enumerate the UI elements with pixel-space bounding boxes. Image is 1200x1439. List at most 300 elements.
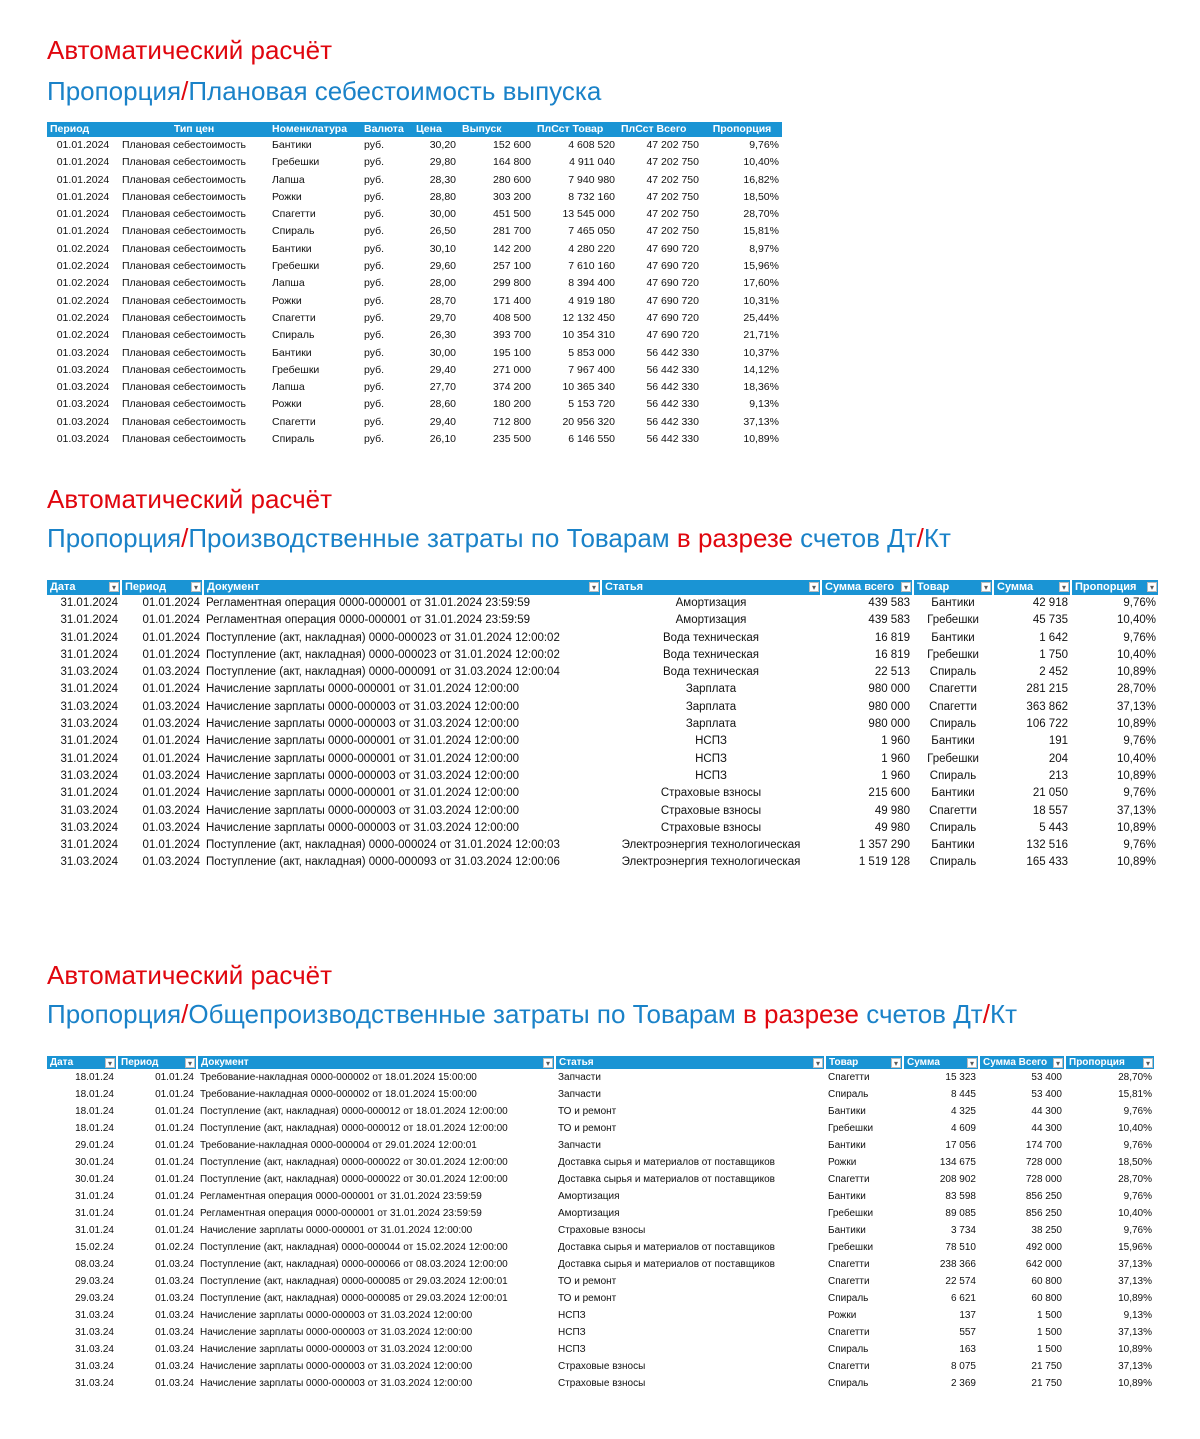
table-cell: 49 980 bbox=[874, 821, 910, 834]
table-cell: Спагетти bbox=[929, 804, 977, 817]
table-row bbox=[47, 327, 782, 344]
table-cell: Плановая себестоимость bbox=[122, 433, 246, 446]
table-cell: Гребешки bbox=[927, 752, 979, 765]
filter-dropdown-icon[interactable]: ▾ bbox=[543, 1058, 553, 1068]
column-header[interactable] bbox=[555, 1056, 825, 1069]
table-cell: Лапша bbox=[272, 173, 305, 186]
table-cell: 9,76% bbox=[1123, 1140, 1152, 1151]
table-header-row bbox=[47, 580, 1159, 595]
table-cell: руб. bbox=[364, 173, 385, 186]
table-cell: 31.03.24 bbox=[75, 1344, 114, 1355]
column-header-label: Валюта bbox=[364, 123, 404, 135]
table-cell: НСПЗ bbox=[695, 752, 727, 765]
table-cell: 557 bbox=[959, 1327, 976, 1338]
table-cell: Требование-накладная 0000-000002 от 18.01.2024 15:00:00 bbox=[200, 1089, 477, 1100]
table-cell: Спагетти bbox=[929, 700, 977, 713]
table-cell: 01.02.2024 bbox=[56, 329, 110, 342]
table-cell: Плановая себестоимость bbox=[122, 242, 246, 255]
table-body bbox=[47, 1069, 1155, 1392]
table-cell: 31.03.2024 bbox=[60, 769, 118, 782]
filter-dropdown-icon[interactable]: ▾ bbox=[589, 582, 599, 592]
filter-dropdown-icon[interactable]: ▾ bbox=[967, 1058, 977, 1068]
table-cell: Страховые взносы bbox=[558, 1361, 646, 1372]
table-cell: Начисление зарплаты 0000-000001 от 31.01.2024 12:00:00 bbox=[200, 1225, 473, 1236]
table-row bbox=[47, 1103, 1155, 1120]
filter-dropdown-icon[interactable]: ▾ bbox=[191, 582, 201, 592]
table-cell: 1 960 bbox=[881, 735, 910, 748]
table-cell: Поступление (акт, накладная) 0000-000091 от 31.03.2024 12:00:04 bbox=[206, 666, 560, 679]
table-cell: 10 354 310 bbox=[562, 329, 615, 342]
table-cell: 18.01.24 bbox=[75, 1089, 114, 1100]
table-cell: Плановая себестоимость bbox=[122, 277, 246, 290]
table-cell: Спираль bbox=[828, 1089, 869, 1100]
table-cell: 1 750 bbox=[1039, 648, 1068, 661]
column-header-label: Документ bbox=[207, 581, 260, 593]
table-cell: 37,13% bbox=[1118, 1276, 1152, 1287]
table-cell: 299 800 bbox=[493, 277, 531, 290]
table-cell: 8 445 bbox=[950, 1089, 976, 1100]
column-header[interactable] bbox=[121, 580, 203, 595]
table-cell: Рожки bbox=[272, 190, 302, 203]
table-cell: Спираль bbox=[929, 769, 977, 782]
column-header-label: Дата bbox=[50, 581, 76, 593]
filter-dropdown-icon[interactable]: ▾ bbox=[105, 1058, 115, 1068]
column-header[interactable] bbox=[979, 1056, 1065, 1069]
table-cell: 1 960 bbox=[881, 769, 910, 782]
table-cell: 439 583 bbox=[868, 597, 910, 609]
table-cell: 15 323 bbox=[945, 1072, 976, 1083]
table-cell: 31.01.24 bbox=[75, 1191, 114, 1202]
overhead-costs-table bbox=[47, 1056, 1156, 1392]
table-cell: 18.01.24 bbox=[75, 1123, 114, 1134]
table-cell: 14,12% bbox=[743, 363, 779, 376]
table-cell: 18,50% bbox=[1118, 1157, 1152, 1168]
table-cell: 31.03.2024 bbox=[60, 666, 118, 679]
column-header-label: Выпуск bbox=[462, 123, 502, 135]
table-cell: 01.01.24 bbox=[155, 1106, 194, 1117]
table-cell: 31.01.24 bbox=[75, 1208, 114, 1219]
column-header-label: ПлСст Товар bbox=[537, 123, 604, 135]
table-row bbox=[47, 1341, 1155, 1358]
column-header-label: Пропорция bbox=[712, 123, 772, 135]
table-cell: 56 442 330 bbox=[646, 415, 699, 428]
table-header-row bbox=[47, 122, 782, 137]
table-cell: Спагетти bbox=[272, 208, 316, 221]
table-row bbox=[47, 595, 1159, 612]
table-cell: Плановая себестоимость bbox=[122, 329, 246, 342]
table-row bbox=[47, 1171, 1155, 1188]
table-cell: 8 075 bbox=[950, 1361, 976, 1372]
table-cell: Зарплата bbox=[685, 700, 737, 713]
table-cell: Доставка сырья и материалов от поставщиков bbox=[558, 1259, 775, 1270]
table-cell: Спираль bbox=[272, 225, 315, 238]
table-cell: 16 819 bbox=[874, 631, 910, 644]
column-header-label: Сумма всего bbox=[825, 581, 895, 593]
column-header[interactable] bbox=[913, 580, 993, 595]
table-row bbox=[47, 1358, 1155, 1375]
table-cell: Спагетти bbox=[828, 1276, 870, 1287]
table-row bbox=[47, 310, 782, 327]
table-cell: Спагетти bbox=[929, 683, 977, 696]
table-cell: Плановая себестоимость bbox=[122, 156, 246, 169]
table-cell: руб. bbox=[364, 346, 385, 359]
table-cell: 16 819 bbox=[874, 648, 910, 661]
table-cell: 10,89% bbox=[1116, 821, 1156, 834]
table-cell: Спираль bbox=[929, 718, 977, 731]
table-row bbox=[47, 1256, 1155, 1273]
column-header[interactable] bbox=[601, 580, 821, 595]
table-cell: Поступление (акт, накладная) 0000-000066 от 08.03.2024 12:00:00 bbox=[200, 1259, 508, 1270]
table-cell: 01.03.24 bbox=[155, 1361, 194, 1372]
section1-title: Автоматический расчёт bbox=[47, 35, 333, 65]
table-cell: Амортизация bbox=[675, 597, 747, 609]
table-cell: Плановая себестоимость bbox=[122, 415, 246, 428]
table-cell: 28,60 bbox=[429, 398, 456, 411]
table-cell: Спагетти bbox=[272, 311, 316, 324]
table-cell: 174 700 bbox=[1025, 1140, 1062, 1151]
table-cell: 01.01.24 bbox=[155, 1072, 194, 1083]
table-cell: 4 919 180 bbox=[568, 294, 615, 307]
section3-subtitle-part: Пропорция bbox=[47, 999, 182, 1029]
filter-dropdown-icon[interactable]: ▾ bbox=[981, 582, 991, 592]
table-cell: Плановая себестоимость bbox=[122, 225, 246, 238]
table-row bbox=[47, 664, 1159, 681]
table-cell: 171 400 bbox=[493, 294, 531, 307]
table-cell: 08.03.24 bbox=[75, 1259, 114, 1270]
table-cell: 26,50 bbox=[429, 225, 456, 238]
table-cell: 16,82% bbox=[743, 173, 779, 186]
table-cell: 257 100 bbox=[493, 260, 531, 273]
table-cell: руб. bbox=[364, 329, 385, 342]
table-cell: 89 085 bbox=[945, 1208, 976, 1219]
table-row bbox=[47, 396, 782, 413]
table-cell: Гребешки bbox=[828, 1123, 874, 1134]
table-cell: Спираль bbox=[272, 433, 315, 446]
table-cell: 01.01.2024 bbox=[142, 648, 200, 661]
table-cell: Рожки bbox=[828, 1310, 857, 1321]
table-cell: 28,00 bbox=[429, 277, 456, 290]
table-cell: 47 202 750 bbox=[646, 208, 699, 221]
table-cell: Начисление зарплаты 0000-000003 от 31.03.2024 12:00:00 bbox=[206, 700, 520, 713]
table-cell: 18.01.24 bbox=[75, 1106, 114, 1117]
table-cell: 7 940 980 bbox=[568, 173, 615, 186]
table-cell: руб. bbox=[364, 433, 385, 446]
column-header[interactable] bbox=[1065, 1056, 1155, 1069]
table-cell: Плановая себестоимость bbox=[122, 311, 246, 324]
table-cell: 01.03.2024 bbox=[56, 398, 110, 411]
section2-subtitle-part: Кт bbox=[923, 523, 951, 553]
table-row bbox=[47, 345, 782, 362]
filter-dropdown-icon[interactable]: ▾ bbox=[109, 582, 119, 592]
table-cell: 31.03.24 bbox=[75, 1310, 114, 1321]
table-cell: 01.01.2024 bbox=[142, 787, 200, 800]
table-cell: 01.03.2024 bbox=[56, 433, 110, 446]
table-cell: 9,13% bbox=[1123, 1310, 1152, 1321]
table-cell: Требование-накладная 0000-000004 от 29.01.2024 12:00:01 bbox=[200, 1140, 477, 1151]
table-cell: 31.03.2024 bbox=[60, 821, 118, 834]
column-header[interactable] bbox=[47, 1056, 117, 1069]
table-cell: 6 146 550 bbox=[568, 433, 615, 446]
table-cell: Бантики bbox=[931, 735, 975, 748]
column-header[interactable] bbox=[1071, 580, 1159, 595]
table-cell: руб. bbox=[364, 415, 385, 428]
table-cell: руб. bbox=[364, 139, 385, 151]
table-row bbox=[47, 1239, 1155, 1256]
table-row bbox=[47, 1137, 1155, 1154]
table-cell: Начисление зарплаты 0000-000001 от 31.01.2024 12:00:00 bbox=[206, 752, 520, 765]
table-cell: 01.01.2024 bbox=[56, 139, 110, 151]
table-row bbox=[47, 379, 782, 396]
table-cell: 27,70 bbox=[429, 381, 456, 394]
table-row bbox=[47, 206, 782, 223]
section1-subtitle bbox=[47, 76, 601, 106]
table-cell: Плановая себестоимость bbox=[122, 173, 246, 186]
table-cell: 142 200 bbox=[493, 242, 531, 255]
table-cell: 28,30 bbox=[429, 173, 456, 186]
table-cell: 451 500 bbox=[493, 208, 531, 221]
table-cell: 01.01.2024 bbox=[142, 614, 200, 627]
section2-subtitle-part: счетов Дт bbox=[792, 523, 917, 553]
table-cell: 1 500 bbox=[1036, 1327, 1062, 1338]
table-cell: Бантики bbox=[828, 1225, 866, 1236]
table-cell: 26,30 bbox=[429, 329, 456, 342]
table-cell: Запчасти bbox=[558, 1089, 601, 1100]
table-row bbox=[47, 414, 782, 431]
filter-dropdown-icon[interactable]: ▾ bbox=[1147, 582, 1157, 592]
table-cell: Амортизация bbox=[558, 1191, 620, 1202]
section2-subtitle-part: в разрезе bbox=[676, 523, 793, 553]
table-cell: Поступление (акт, накладная) 0000-000012 от 18.01.2024 12:00:00 bbox=[200, 1106, 508, 1117]
table-row bbox=[47, 362, 782, 379]
column-header[interactable] bbox=[903, 1056, 979, 1069]
table-cell: 134 675 bbox=[939, 1157, 976, 1168]
table-cell: 31.01.2024 bbox=[60, 735, 118, 748]
table-cell: 31.01.2024 bbox=[60, 787, 118, 800]
table-cell: руб. bbox=[364, 311, 385, 324]
table-cell: 29.01.24 bbox=[75, 1140, 114, 1151]
table-cell: 10,89% bbox=[743, 433, 779, 446]
column-header-label: Период bbox=[121, 1057, 159, 1068]
table-cell: 13 545 000 bbox=[562, 208, 615, 221]
table-cell: Запчасти bbox=[558, 1140, 601, 1151]
table-cell: Поступление (акт, накладная) 0000-000085 от 29.03.2024 12:00:01 bbox=[200, 1293, 508, 1304]
table-cell: Рожки bbox=[272, 398, 302, 411]
table-cell: 856 250 bbox=[1025, 1191, 1062, 1202]
column-header[interactable] bbox=[821, 580, 913, 595]
table-cell: Поступление (акт, накладная) 0000-000093 от 31.03.2024 12:00:06 bbox=[206, 856, 560, 869]
column-header-label: Тип цен bbox=[173, 123, 215, 135]
table-row bbox=[47, 1290, 1155, 1307]
table-cell: 01.01.2024 bbox=[142, 752, 200, 765]
table-cell: Плановая себестоимость bbox=[122, 139, 246, 151]
column-header[interactable] bbox=[47, 580, 121, 595]
table-cell: 10,89% bbox=[1116, 856, 1156, 869]
table-cell: 37,13% bbox=[1116, 804, 1156, 817]
table-cell: Начисление зарплаты 0000-000001 от 31.01.2024 12:00:00 bbox=[206, 683, 520, 696]
section2-title: Автоматический расчёт bbox=[47, 484, 333, 514]
table-cell: 10,89% bbox=[1116, 718, 1156, 731]
table-cell: 164 800 bbox=[493, 156, 531, 169]
section2-subtitle-part: / bbox=[916, 523, 924, 553]
table-row bbox=[47, 137, 782, 154]
table-cell: Доставка сырья и материалов от поставщиков bbox=[558, 1174, 775, 1185]
table-cell: 30.01.24 bbox=[75, 1174, 114, 1185]
table-cell: 01.02.2024 bbox=[56, 311, 110, 324]
table-cell: 01.03.2024 bbox=[142, 856, 200, 869]
table-cell: 10,40% bbox=[1116, 648, 1156, 661]
table-cell: 10,40% bbox=[1118, 1123, 1152, 1134]
table-row bbox=[47, 275, 782, 292]
table-cell: Вода техническая bbox=[663, 666, 759, 679]
table-cell: 215 600 bbox=[868, 787, 910, 800]
table-cell: Плановая себестоимость bbox=[122, 260, 246, 273]
table-row bbox=[47, 854, 1159, 871]
table-cell: 22 574 bbox=[945, 1276, 976, 1287]
table-cell: Требование-накладная 0000-000002 от 18.01.2024 15:00:00 bbox=[200, 1072, 477, 1083]
table-cell: 01.03.24 bbox=[155, 1378, 194, 1389]
table-row bbox=[47, 803, 1159, 820]
table-cell: 393 700 bbox=[493, 329, 531, 342]
filter-dropdown-icon[interactable]: ▾ bbox=[185, 1058, 195, 1068]
table-cell: Спираль bbox=[272, 329, 315, 342]
table-cell: 01.02.24 bbox=[155, 1242, 194, 1253]
table-cell: 9,76% bbox=[1123, 1106, 1152, 1117]
table-cell: 01.01.24 bbox=[155, 1208, 194, 1219]
column-header-label: Статья bbox=[559, 1057, 594, 1068]
column-header bbox=[618, 122, 702, 137]
table-cell: 01.01.24 bbox=[155, 1140, 194, 1151]
table-cell: 01.03.2024 bbox=[142, 666, 200, 679]
column-header-label: Товар bbox=[917, 581, 950, 593]
table-cell: 37,13% bbox=[1116, 700, 1156, 713]
table-cell: 9,76% bbox=[1123, 631, 1156, 644]
table-cell: 9,76% bbox=[749, 139, 779, 151]
table-cell: 31.03.24 bbox=[75, 1327, 114, 1338]
table-cell: Бантики bbox=[828, 1191, 866, 1202]
table-cell: 56 442 330 bbox=[646, 398, 699, 411]
table-cell: 31.03.2024 bbox=[60, 700, 118, 713]
table-cell: 01.01.2024 bbox=[142, 735, 200, 748]
column-header bbox=[119, 122, 269, 137]
table-row bbox=[47, 293, 782, 310]
table-cell: 303 200 bbox=[493, 190, 531, 203]
table-body bbox=[47, 137, 782, 448]
table-cell: 31.03.2024 bbox=[60, 718, 118, 731]
table-row bbox=[47, 837, 1159, 854]
table-cell: 7 610 160 bbox=[568, 260, 615, 273]
table-cell: 01.03.2024 bbox=[56, 346, 110, 359]
table-cell: 29,40 bbox=[429, 415, 456, 428]
filter-dropdown-icon[interactable]: ▾ bbox=[901, 582, 911, 592]
table-cell: 31.01.2024 bbox=[60, 752, 118, 765]
column-header[interactable] bbox=[197, 1056, 555, 1069]
section3-subtitle-part: / bbox=[982, 999, 990, 1029]
table-cell: Спагетти bbox=[828, 1072, 870, 1083]
table-cell: 30,10 bbox=[429, 242, 456, 255]
filter-dropdown-icon[interactable]: ▾ bbox=[1059, 582, 1069, 592]
table-cell: Плановая себестоимость bbox=[122, 363, 246, 376]
table-cell: Спагетти bbox=[828, 1327, 870, 1338]
table-row bbox=[47, 1222, 1155, 1239]
table-row bbox=[47, 241, 782, 258]
table-row bbox=[47, 1307, 1155, 1324]
table-cell: НСПЗ bbox=[558, 1310, 586, 1321]
column-header-label: Сумма Всего bbox=[983, 1057, 1048, 1068]
table-row bbox=[47, 258, 782, 275]
table-cell: Поступление (акт, накладная) 0000-000044 от 15.02.2024 12:00:00 bbox=[200, 1242, 508, 1253]
table-cell: 37,13% bbox=[1118, 1361, 1152, 1372]
table-cell: Начисление зарплаты 0000-000003 от 31.03.2024 12:00:00 bbox=[200, 1327, 473, 1338]
table-cell: 01.01.2024 bbox=[142, 683, 200, 696]
table-cell: 1 500 bbox=[1036, 1344, 1062, 1355]
column-header bbox=[702, 122, 782, 137]
table-row bbox=[47, 1205, 1155, 1222]
section3-subtitle bbox=[47, 999, 1017, 1029]
table-cell: руб. bbox=[364, 294, 385, 307]
filter-dropdown-icon[interactable]: ▾ bbox=[1053, 1058, 1063, 1068]
table-cell: 10,40% bbox=[743, 156, 779, 169]
table-cell: 980 000 bbox=[868, 683, 910, 696]
table-cell: Бантики bbox=[272, 242, 312, 255]
table-cell: руб. bbox=[364, 190, 385, 203]
table-cell: Доставка сырья и материалов от поставщиков bbox=[558, 1242, 775, 1253]
table-cell: Гребешки bbox=[272, 260, 320, 273]
table-cell: 12 132 450 bbox=[562, 311, 615, 324]
table-cell: Страховые взносы bbox=[660, 787, 762, 800]
filter-dropdown-icon[interactable]: ▾ bbox=[813, 1058, 823, 1068]
filter-dropdown-icon[interactable]: ▾ bbox=[1143, 1058, 1153, 1068]
table-cell: 01.03.2024 bbox=[142, 700, 200, 713]
column-header[interactable] bbox=[203, 580, 601, 595]
table-cell: 01.03.24 bbox=[155, 1276, 194, 1287]
table-cell: Поступление (акт, накладная) 0000-000022 от 30.01.2024 12:00:00 bbox=[200, 1157, 508, 1168]
column-header[interactable] bbox=[993, 580, 1071, 595]
table-cell: 31.01.24 bbox=[75, 1225, 114, 1236]
table-cell: Вода техническая bbox=[663, 648, 759, 661]
section2-subtitle bbox=[47, 523, 951, 553]
table-row bbox=[47, 1273, 1155, 1290]
table-cell: 25,44% bbox=[743, 311, 779, 324]
table-cell: 271 000 bbox=[493, 363, 531, 376]
filter-dropdown-icon[interactable]: ▾ bbox=[891, 1058, 901, 1068]
table-cell: Спираль bbox=[929, 856, 977, 869]
table-cell: 31.01.2024 bbox=[60, 683, 118, 696]
table-cell: Бантики bbox=[931, 787, 975, 800]
table-cell: 01.01.24 bbox=[155, 1191, 194, 1202]
table-cell: 01.03.24 bbox=[155, 1310, 194, 1321]
column-header bbox=[413, 122, 459, 137]
table-cell: 01.01.24 bbox=[155, 1089, 194, 1100]
table-cell: 17,60% bbox=[743, 277, 779, 290]
table-cell: НСПЗ bbox=[695, 735, 727, 748]
table-cell: 38 250 bbox=[1031, 1225, 1062, 1236]
table-cell: 17 056 bbox=[945, 1140, 976, 1151]
table-cell: 44 300 bbox=[1031, 1123, 1062, 1134]
table-cell: 10,37% bbox=[743, 346, 779, 359]
table-cell: Запчасти bbox=[558, 1072, 601, 1083]
column-header-label: Номенклатура bbox=[272, 123, 348, 135]
filter-dropdown-icon[interactable]: ▾ bbox=[809, 582, 819, 592]
column-header-label: Сумма bbox=[997, 581, 1034, 593]
column-header[interactable] bbox=[117, 1056, 197, 1069]
column-header[interactable] bbox=[825, 1056, 903, 1069]
table-cell: 18.01.24 bbox=[75, 1072, 114, 1083]
table-cell: 29,60 bbox=[429, 260, 456, 273]
section3-subtitle-part: счетов Дт bbox=[859, 999, 983, 1029]
table-cell: 28,70% bbox=[743, 208, 779, 221]
table-cell: руб. bbox=[364, 381, 385, 394]
table-cell: 5 853 000 bbox=[568, 346, 615, 359]
